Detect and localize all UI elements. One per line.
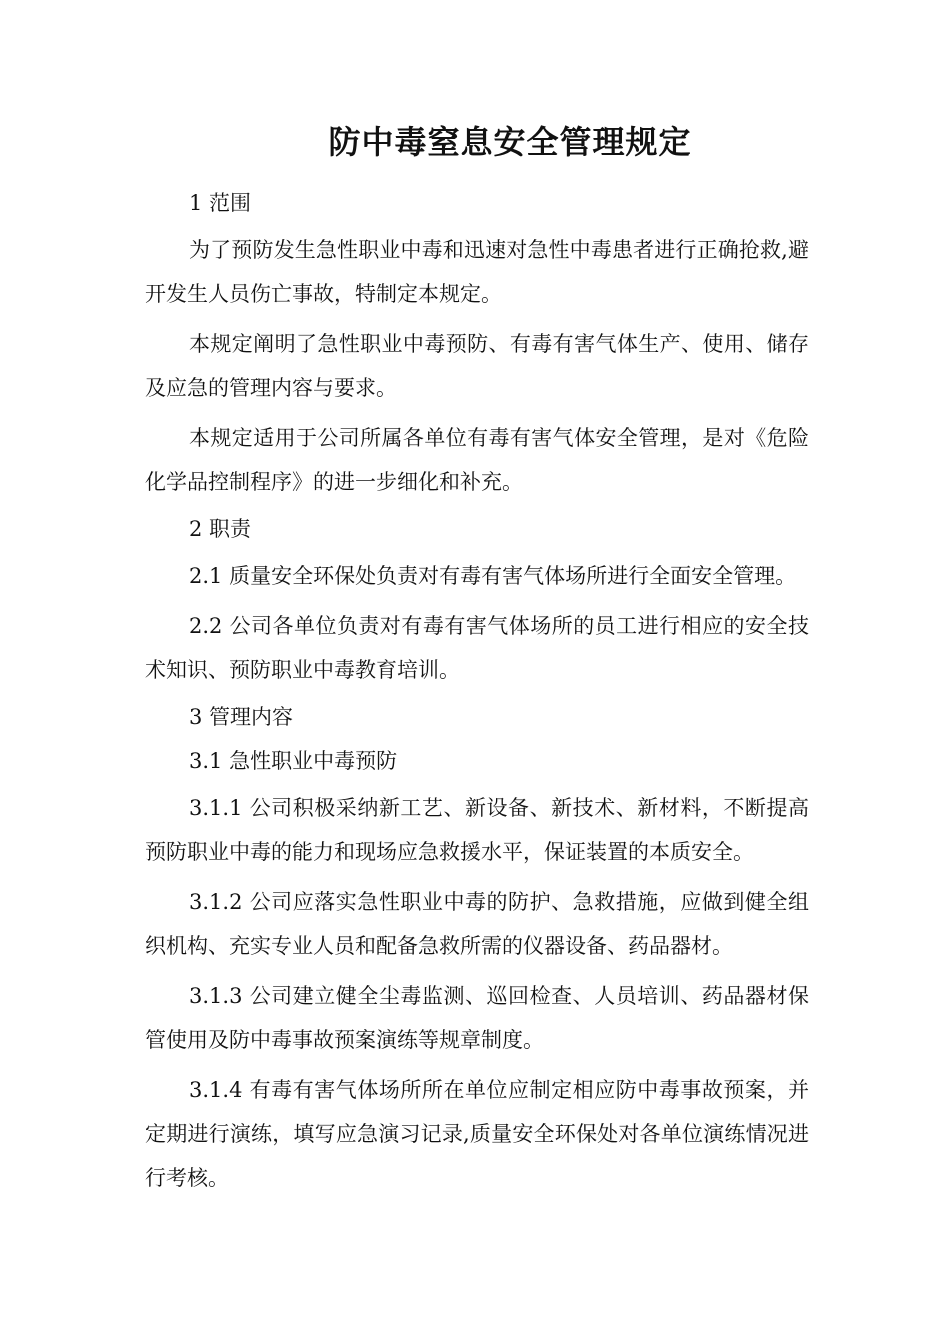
paragraph: 为了预防发生急性职业中毒和迅速对急性中毒患者进行正确抢救,避开发生人员伤亡事故，特制定本规定。 [145, 238, 809, 306]
section-heading-management-content: 3 管理内容 [189, 705, 294, 729]
paragraph: 3.1.4 有毒有害气体场所所在单位应制定相应防中毒事故预案，并定期进行演练，填写应急演习记录,质量安全环保处对各单位演练情况进行考核。 [145, 1078, 809, 1190]
paragraph: 3.1.1 公司积极采纳新工艺、新设备、新技术、新材料，不断提高预防职业中毒的能力和现场应急救援水平，保证装置的本质安全。 [145, 796, 809, 864]
subsection-heading-poisoning-prevention: 3.1 急性职业中毒预防 [189, 749, 398, 773]
document-title: 防中毒窒息安全管理规定 [328, 123, 692, 161]
paragraph: 3.1.3 公司建立健全尘毒监测、巡回检查、人员培训、药品器材保管使用及防中毒事故预案演练等规章制度。 [145, 984, 809, 1052]
paragraph: 本规定阐明了急性职业中毒预防、有毒有害气体生产、使用、储存及应急的管理内容与要求。 [145, 332, 809, 400]
section-heading-scope: 1 范围 [189, 191, 252, 215]
section-heading-responsibilities: 2 职责 [189, 517, 252, 541]
paragraph: 2.1 质量安全环保处负责对有毒有害气体场所进行全面安全管理。 [189, 564, 797, 588]
paragraph: 本规定适用于公司所属各单位有毒有害气体安全管理，是对《危险化学品控制程序》的进一步细化和补充。 [145, 426, 809, 494]
paragraph: 2.2 公司各单位负责对有毒有害气体场所的员工进行相应的安全技术知识、预防职业中毒教育培训。 [145, 614, 809, 682]
document-body [145, 184, 809, 1206]
paragraph: 3.1.2 公司应落实急性职业中毒的防护、急救措施，应做到健全组织机构、充实专业人员和配备急救所需的仪器设备、药品器材。 [145, 890, 809, 958]
